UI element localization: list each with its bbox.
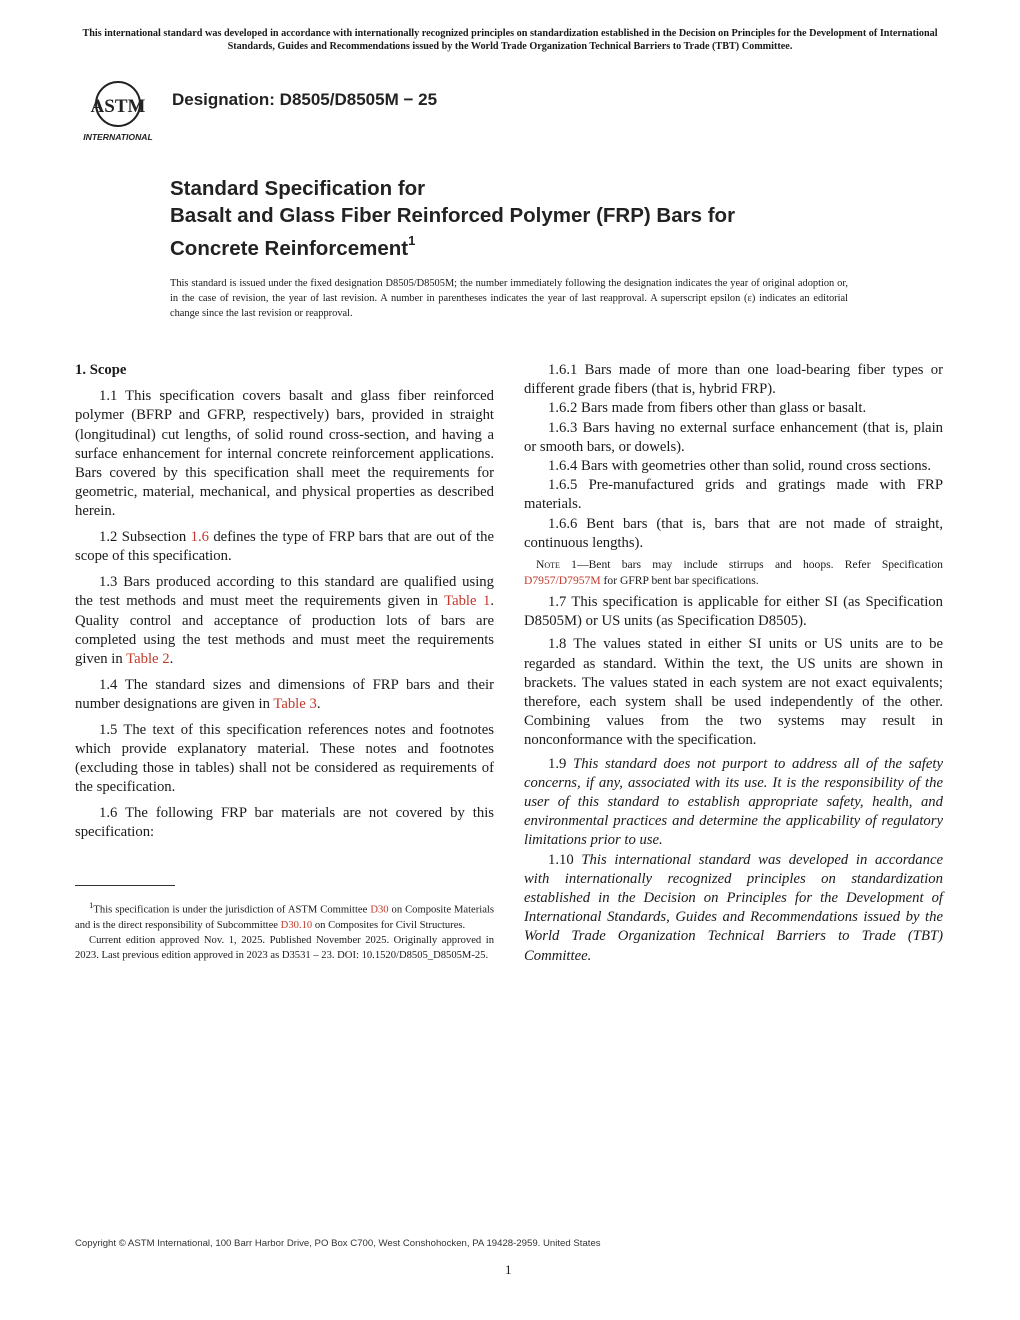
- paragraph-1-1: 1.1 This specification covers basalt and glass fiber reinforced polymer (BFRP and GFRP, respectively) bars, provided in straight (longitudinal) cut lengths, of solid round cross-section, and having a surface enhancement for internal concrete reinforcement applications. Bars covered by this specification shall meet the requirements for geometric, material, mechanical, and physical properties as described herein.: [75, 388, 494, 520]
- note-1: Note 1—Bent bars may include stirrups and hoops. Refer Specification D7957/D7957M for GFRP bent bar specifications.: [524, 558, 943, 588]
- svg-text:ASTM: ASTM: [90, 96, 146, 117]
- table-2-link[interactable]: Table 2: [126, 651, 170, 668]
- title-line-3: Concrete Reinforcement$^1$: [170, 233, 416, 260]
- title-line-1: Standard Specification for: [170, 177, 426, 200]
- paragraph-1-6-3: 1.6.3 Bars having no external surface enhancement (that is, plain or smooth bars, or dowels).: [524, 419, 943, 455]
- footnote-divider: [75, 885, 175, 886]
- edition-note: Current edition approved Nov. 1, 2025. Published November 2025. Originally approved in 2023. Last previous edition approved in 2023 as D3531 – 23. DOI: 10.1520/D8505_D8505M-25.: [75, 934, 494, 961]
- fixed-designation-note: This standard is issued under the fixed designation D8505/D8505M; the number immediately following the designation indicates the year of original adoption or, in the case of revision, the year of last revision. A number in parentheses indicates the year of last reapproval. A superscript epsilon (ε) indicates an editorial change since the last revision or reapproval.: [170, 278, 848, 319]
- d30-10-link[interactable]: D30.10: [280, 919, 313, 931]
- document-title: [170, 175, 930, 262]
- d30-link[interactable]: D30: [370, 904, 389, 916]
- paragraph-1-5: 1.5 The text of this specification references notes and footnotes which provide explanatory material. These notes and footnotes (excluding those in tables) shall not be considered as requirements of the specification.: [75, 721, 494, 796]
- table-1-link[interactable]: Table 1: [444, 593, 491, 610]
- paragraph-1-7: 1.7 This specification is applicable for either SI (as Specification D8505M) or US units (as Specification D8505).: [524, 594, 943, 630]
- paragraph-1-6-5: 1.6.5 Pre-manufactured grids and gratings made with FRP materials.: [524, 477, 943, 513]
- paragraph-1-10: 1.10 This international standard was developed in accordance with internationally recognized principles on standardization established in the Decision on Principles for the Development of International Standards, Guides and Recommendations issued by the World Trade Organization Technical Barriers to Trade (TBT) Committee.: [524, 851, 943, 964]
- astm-logo: [76, 78, 160, 144]
- scope-heading: 1. Scope: [75, 362, 127, 378]
- footnote: [75, 898, 494, 963]
- paragraph-1-6: 1.6 The following FRP bar materials are not covered by this specification:: [75, 805, 494, 841]
- paragraph-1-6-1: 1.6.1 Bars made of more than one load-bearing fiber types or different grade fibers (that is, hybrid FRP).: [524, 362, 943, 398]
- paragraph-1-4: 1.4 The standard sizes and dimensions of FRP bars and their number designations are given in Table 3.: [75, 676, 494, 713]
- paragraph-1-9: 1.9 This standard does not purport to address all of the safety concerns, if any, associated with its use. It is the responsibility of the user of this standard to establish appropriate safety, health, and environmental practices and determine the applicability of regulatory limitations prior to use.: [524, 755, 944, 849]
- footnote-mark: 1: [89, 900, 94, 910]
- paragraph-1-6-2: 1.6.2 Bars made from fibers other than glass or basalt.: [548, 400, 867, 417]
- paragraph-1-3: 1.3 Bars produced according to this standard are qualified using the test methods and must meet the requirements given in Table 1. Quality control and acceptance of production lots of bars are completed using the test methods and must meet the requirements given in Table 2.: [75, 574, 494, 668]
- international-standard-notice: This international standard was developed in accordance with internationally recognized principles on standardization established in the Decision on Principles for the Development of International Standards, Guides and Recommendations issued by the World Trade Organization Technical Barriers to Trade (TBT) Committee.: [82, 28, 938, 52]
- paragraph-1-6-6: 1.6.6 Bent bars (that is, bars that are not made of straight, continuous lengths).: [524, 515, 943, 551]
- paragraph-1-2: 1.2 Subsection 1.6 defines the type of FRP bars that are out of the scope of this specification.: [75, 529, 494, 565]
- title-line-2: Basalt and Glass Fiber Reinforced Polymer (FRP) Bars for: [170, 204, 736, 227]
- d7957-link[interactable]: D7957/D7957M: [524, 574, 601, 588]
- page-number: 1: [505, 1262, 512, 1277]
- right-column: [524, 361, 943, 966]
- paragraph-1-8: 1.8 The values stated in either SI units or US units are to be regarded as standard. Within the text, the US units are shown in brackets. The values stated in each system are not exact equivalents; therefore, each system shall be used independently of the other. Combining values from the two systems may result in nonconformance with the specification.: [524, 636, 943, 749]
- subsection-1-6-link[interactable]: 1.6: [190, 529, 209, 546]
- paragraph-1-6-4: 1.6.4 Bars with geometries other than solid, round cross sections.: [548, 458, 932, 475]
- designation: Designation: D8505/D8505M − 25: [172, 90, 438, 109]
- footnote-1: $^1$This specification is under the jurisdiction of ASTM Committee D30 on Composite Materials and is the direct responsibility of Subcommittee D30.10 on Composites for Civil Structures.: [75, 900, 494, 931]
- title-footnote-mark: 1: [408, 233, 416, 248]
- copyright: Copyright © ASTM International, 100 Barr Harbor Drive, PO Box C700, West Conshohocken, PA 19428-2959. United States: [75, 1238, 601, 1249]
- left-column: [75, 361, 494, 843]
- svg-text:INTERNATIONAL: INTERNATIONAL: [83, 132, 153, 142]
- astm-logo-icon: [76, 78, 160, 144]
- table-3-link[interactable]: Table 3: [273, 696, 317, 713]
- note-label: Note 1: [536, 558, 577, 572]
